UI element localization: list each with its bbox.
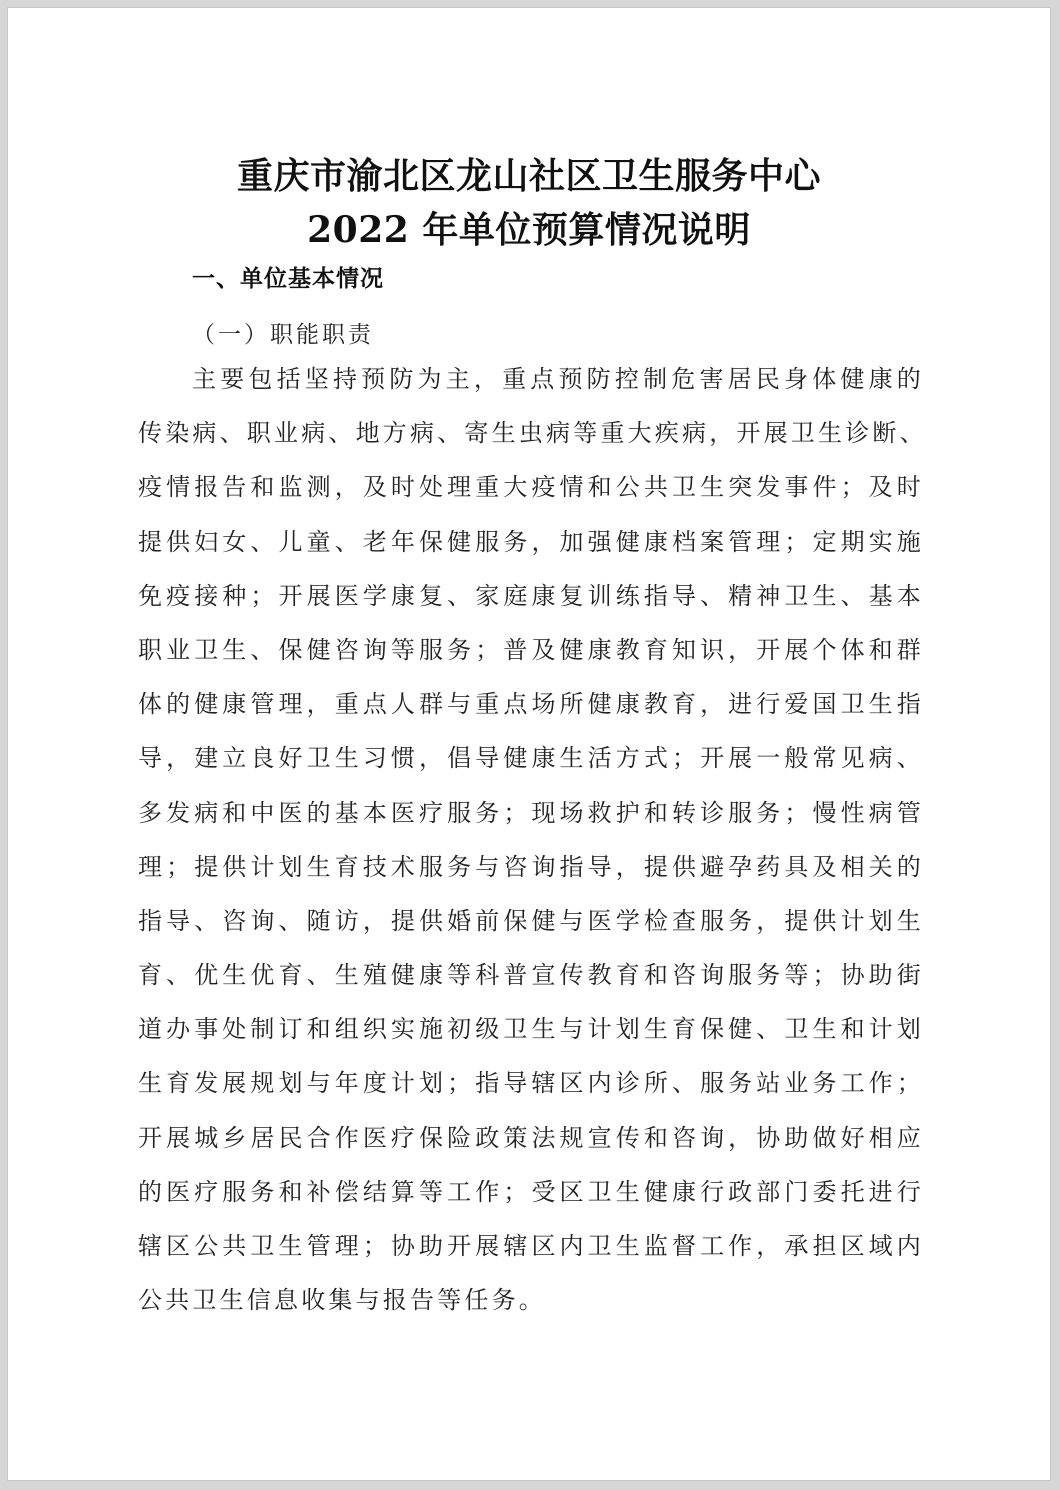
paragraph-line: 疫情报告和监测，及时处理重大疫情和公共卫生突发事件；及时 [138, 473, 924, 502]
paragraph-line: 生育发展规划与年度计划；指导辖区内诊所、服务站业务工作； [138, 1069, 924, 1098]
paragraph-line: 理；提供计划生育技术服务与咨询指导，提供避孕药具及相关的 [138, 852, 924, 881]
paragraph-line: 育、优生优育、生殖健康等科普宣传教育和咨询服务等；协助街 [138, 961, 924, 990]
paragraph-line: 道办事处制订和组织实施初级卫生与计划生育保健、卫生和计划 [138, 1015, 924, 1044]
section-heading: 一、单位基本情况 [192, 266, 384, 292]
paragraph-line: 主要包括坚持预防为主，重点预防控制危害居民身体健康的 [192, 365, 924, 393]
paragraph-line: 职业卫生、保健咨询等服务；普及健康教育知识，开展个体和群 [138, 635, 924, 664]
body-paragraph [138, 352, 927, 1327]
paragraph-line: 体的健康管理，重点人群与重点场所健康教育，进行爱国卫生指 [138, 690, 924, 719]
paragraph-line: 辖区公共卫生管理；协助开展辖区内卫生监督工作，承担区域内 [138, 1232, 924, 1260]
paragraph-line: 的医疗服务和补偿结算等工作；受区卫生健康行政部门委托进行 [138, 1177, 924, 1206]
paragraph-line: 公共卫生信息收集与报告等任务。 [138, 1286, 546, 1315]
paragraph-line: 导，建立良好卫生习惯，倡导健康生活方式；开展一般常见病、 [138, 744, 924, 773]
document-page [8, 8, 1050, 1480]
document-title-line-1: 重庆市渝北区龙山社区卫生服务中心 [236, 155, 821, 197]
paragraph-line: 开展城乡居民合作医疗保险政策法规宣传和咨询，协助做好相应 [138, 1123, 924, 1152]
subsection-heading: （一）职能职责 [192, 322, 374, 348]
document-title-line-2: 2022 年单位预算情况说明 [307, 209, 751, 251]
paragraph-line: 提供妇女、儿童、老年保健服务，加强健康档案管理；定期实施 [138, 527, 924, 556]
paragraph-line: 多发病和中医的基本医疗服务；现场救护和转诊服务；慢性病管 [138, 798, 924, 827]
paragraph-line: 指导、咨询、随访，提供婚前保健与医学检查服务，提供计划生 [138, 906, 924, 935]
paragraph-line: 传染病、职业病、地方病、寄生虫病等重大疾病，开展卫生诊断、 [138, 419, 927, 448]
paragraph-line: 免疫接种；开展医学康复、家庭康复训练指导、精神卫生、基本 [138, 581, 924, 610]
